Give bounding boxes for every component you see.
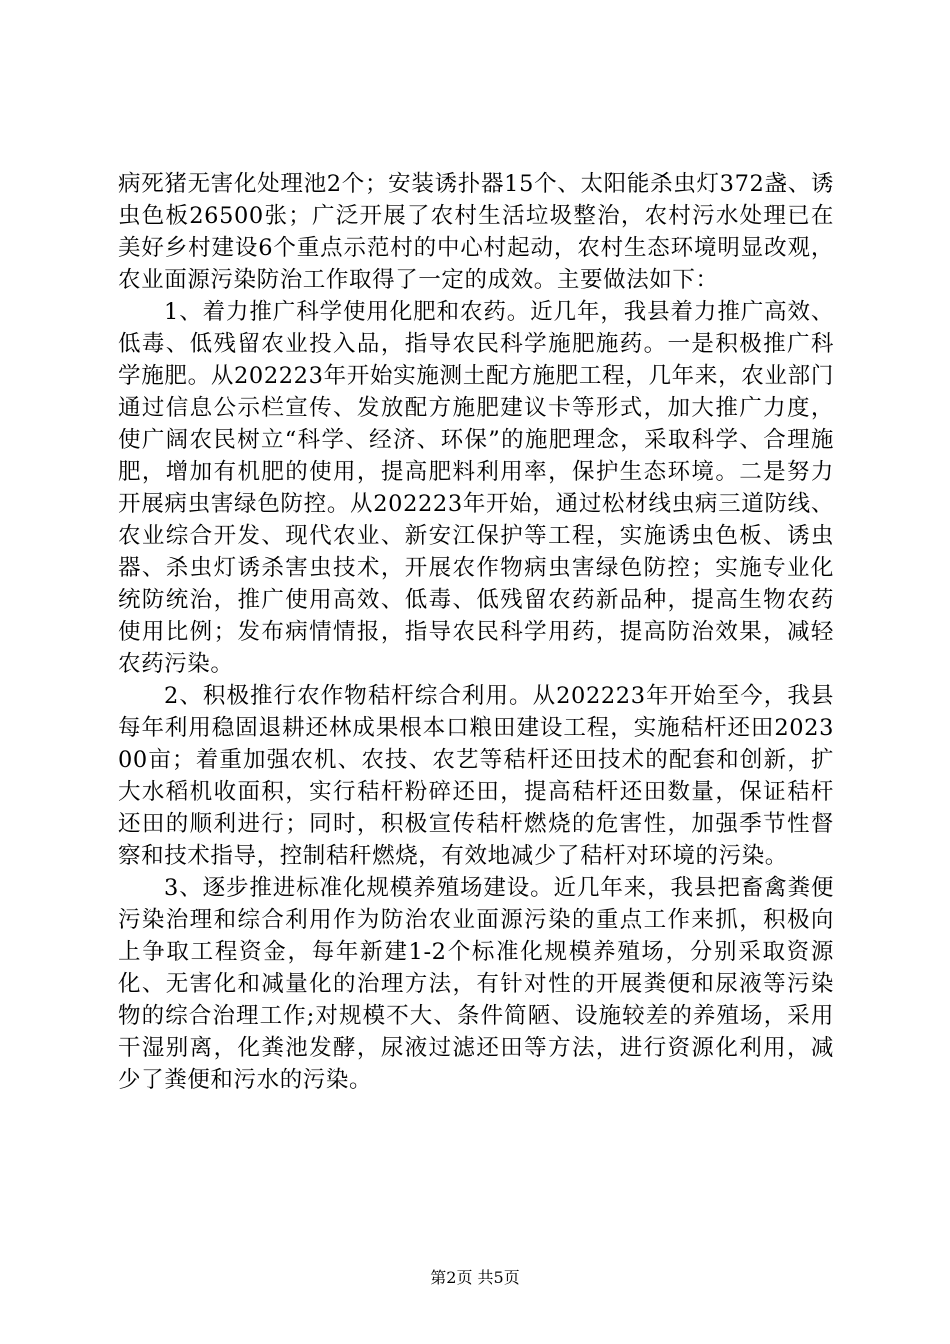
paragraph-fertilizer-pesticide: 1、着力推广科学使用化肥和农药。近几年，我县着力推广高效、低毒、低残留农业投入品，指导农民科学施肥施药。一是积极推广科学施肥。从202223年开始实施测土配方施肥工程，几年来，农业部门通过信息公示栏宣传、发放配方施肥建议卡等形式，加大推广力度，使广阔农民树立“科学、经济、环保”的施肥理念，采取科学、合理施肥，增加有机肥的使用，提高肥料利用率，保护生态环境。二是努力开展病虫害绿色防控。从202223年开始，通过松材线虫病三道防线、农业综合开发、现代农业、新安江保护等工程，实施诱虫色板、诱虫器、杀虫灯诱杀害虫技术，开展农作物病虫害绿色防控；实施专业化统防统治，推广使用高效、低毒、低残留农药新品种，提高生物农药使用比例；发布病情情报，指导农民科学用药，提高防治效果，减轻农药污染。	[118, 299, 834, 677]
paragraph-continuation: 病死猪无害化处理池2个；安装诱扑器15个、太阳能杀虫灯372盏、诱虫色板26500张；广泛开展了农村生活垃圾整治，农村污水处理已在美好乡村建设6个重点示范村的中心村起动，农村生态环境明显改观，农业面源污染防治工作取得了一定的成效。主要做法如下：	[118, 171, 834, 293]
document-body	[118, 168, 834, 1096]
page-footer: 第2页 共5页	[430, 1268, 520, 1287]
paragraph-livestock-farms: 3、逐步推进标准化规模养殖场建设。近几年来，我县把畜禽粪便污染治理和综合利用作为防治农业面源污染的重点工作来抓，积极向上争取工程资金，每年新建1-2个标准化规模养殖场，分别采取资源化、无害化和减量化的治理方法，有针对性的开展粪便和尿液等污染物的综合治理工作;对规模不大、条件简陋、设施较差的养殖场，采用干湿别离，化粪池发酵，尿液过滤还田等方法，进行资源化利用，减少了粪便和污水的污染。	[118, 875, 834, 1093]
paragraph-straw-utilization: 2、积极推行农作物秸杆综合利用。从202223年开始至今，我县每年利用稳固退耕还林成果根本口粮田建设工程，实施秸杆还田202300亩；着重加强农机、农技、农艺等秸杆还田技术的配套和创新，扩大水稻机收面积，实行秸杆粉碎还田，提高秸杆还田数量，保证秸杆还田的顺利进行；同时，积极宣传秸杆燃烧的危害性，加强季节性督察和技术指导，控制秸秆燃烧，有效地减少了秸杆对环境的污染。	[118, 683, 834, 869]
